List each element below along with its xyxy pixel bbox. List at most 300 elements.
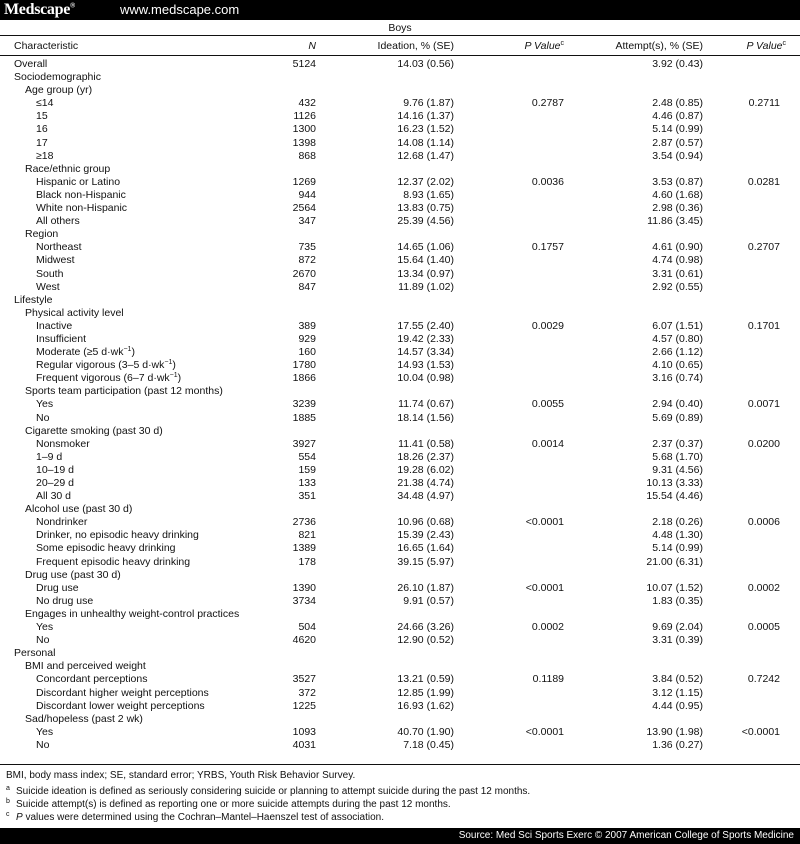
cell-ideation: 13.34 (0.97) [397, 267, 454, 280]
row-label [25, 228, 58, 241]
cell-n: 2564 [292, 202, 316, 215]
cell-attempts: 2.18 (0.26) [652, 516, 703, 529]
cell-attempts: 10.13 (3.33) [646, 477, 703, 489]
row-label [25, 608, 239, 621]
table-row [0, 320, 800, 333]
table-row [0, 726, 800, 739]
table-row [0, 333, 800, 346]
cell-n: 944 [298, 188, 316, 201]
cell-ideation: 17.55 (2.40) [397, 319, 454, 332]
row-label-suffix: ) [131, 346, 135, 359]
cell-n: 735 [298, 241, 316, 254]
row-label-text: No [36, 634, 50, 647]
cell-p-value-ideation: <0.0001 [525, 581, 564, 594]
row-label [14, 294, 53, 307]
row-label [36, 254, 75, 267]
cell-attempts: 9.31 (4.56) [652, 463, 703, 476]
cell-ideation: 15.39 (2.43) [397, 529, 454, 542]
cell-ideation: 21.38 (4.74) [397, 477, 454, 489]
row-label-text: No [36, 411, 50, 424]
row-label-text: Some episodic heavy drinking [36, 542, 176, 555]
row-label-text: Cigarette smoking (past 30 d) [25, 424, 163, 437]
footnote-abbreviations: BMI, body mass index; SE, standard error; YRBS, Youth Risk Behavior Survey. [6, 770, 356, 781]
cell-attempts: 21.00 (6.31) [646, 555, 703, 568]
table-row [0, 58, 800, 71]
cell-ideation: 18.26 (2.37) [397, 450, 454, 463]
table-row [0, 202, 800, 215]
cell-attempts: 3.84 (0.52) [652, 673, 703, 686]
row-label-suffix: ) [172, 359, 176, 372]
row-label [36, 372, 181, 385]
site-url-link[interactable]: www.medscape.com [120, 2, 240, 17]
table-row [0, 608, 800, 621]
footnote-b-text: Suicide attempt(s) is defined as reporting one or more suicide attempts during the past 12 months. [16, 799, 451, 810]
cell-ideation: 15.64 (1.40) [397, 254, 454, 267]
cell-attempts: 5.68 (1.70) [652, 450, 703, 463]
row-label [36, 700, 205, 713]
cell-attempts: 3.31 (0.61) [652, 267, 703, 280]
row-label-text: 10–19 d [36, 463, 74, 476]
cell-p-value-attempts: 0.2707 [747, 241, 780, 254]
table-row [0, 621, 800, 634]
cell-attempts: 4.48 (1.30) [652, 529, 703, 542]
cell-p-value-attempts: 0.1701 [747, 319, 780, 332]
cell-ideation: 16.93 (1.62) [397, 699, 454, 712]
top-banner [0, 0, 800, 20]
row-label [14, 58, 47, 71]
table-row [0, 359, 800, 372]
row-label [25, 84, 92, 97]
table-row [0, 477, 800, 490]
row-label [36, 176, 120, 189]
cell-attempts: 15.54 (4.46) [646, 490, 703, 503]
row-label [25, 163, 110, 176]
cell-ideation: 14.03 (0.56) [397, 58, 454, 70]
row-label [36, 621, 53, 634]
cell-n: 1093 [292, 725, 316, 738]
row-label [36, 556, 190, 569]
row-label-superscript: −1 [164, 359, 173, 367]
table-row [0, 739, 800, 752]
cell-p-value-attempts: 0.0200 [747, 437, 780, 450]
row-label-text: Moderate (≥5 d·wk [36, 346, 124, 359]
cell-n: 847 [298, 280, 316, 293]
col-header-ideation: Ideation, % (SE) [377, 40, 454, 52]
row-label [36, 215, 80, 228]
cell-attempts: 2.94 (0.40) [652, 398, 703, 411]
table-row [0, 163, 800, 176]
row-label [36, 490, 71, 503]
table-row [0, 464, 800, 477]
cell-attempts: 10.07 (1.52) [646, 581, 703, 594]
table-row [0, 582, 800, 595]
cell-attempts: 1.36 (0.27) [652, 738, 703, 751]
top-rule [0, 35, 800, 36]
cell-attempts: 9.69 (2.04) [652, 621, 703, 634]
cell-p-value-ideation: <0.0001 [525, 725, 564, 738]
row-label-text: Concordant perceptions [36, 673, 148, 686]
row-label-text: 15 [36, 110, 48, 123]
cell-attempts: 4.74 (0.98) [652, 254, 703, 267]
cell-n: 3927 [292, 437, 316, 450]
row-label-text: Overall [14, 58, 48, 70]
cell-ideation: 26.10 (1.87) [397, 581, 454, 594]
p-label: P Value [746, 40, 783, 52]
cell-ideation: 12.68 (1.47) [397, 149, 454, 162]
cell-n: 389 [298, 319, 316, 332]
table-row [0, 503, 800, 516]
cell-p-value-ideation: 0.1757 [531, 241, 564, 254]
row-label-text: Sad/hopeless (past 2 wk) [25, 712, 143, 725]
cell-p-value-ideation: 0.0036 [531, 175, 564, 188]
cell-p-value-attempts: 0.0002 [747, 581, 780, 594]
cell-ideation: 14.93 (1.53) [397, 359, 454, 372]
row-label-text: Drug use [36, 581, 79, 594]
row-label-text: Yes [36, 621, 54, 634]
table-row [0, 569, 800, 582]
logo-registered-mark: ® [70, 1, 75, 10]
row-label-text: ≤14 [36, 97, 54, 110]
cell-p-value-ideation: 0.0055 [531, 398, 564, 411]
table-row [0, 647, 800, 660]
row-label-text: Frequent episodic heavy drinking [36, 555, 191, 568]
table-row [0, 700, 800, 713]
footnote-c-italic: P [16, 812, 23, 823]
row-label [36, 359, 176, 372]
cell-n: 372 [298, 686, 316, 699]
table-row [0, 254, 800, 267]
bottom-rule [0, 764, 800, 765]
cell-n: 347 [298, 215, 316, 228]
row-label [36, 137, 48, 150]
cell-ideation: 11.41 (0.58) [398, 437, 454, 450]
cell-attempts: 2.87 (0.57) [652, 136, 703, 149]
row-label-text: Northeast [36, 241, 82, 254]
row-label-text: Sociodemographic [14, 71, 101, 84]
row-label-text: Midwest [36, 254, 75, 267]
col-header-p-value-ideation [525, 40, 565, 52]
cell-attempts: 2.37 (0.37) [652, 437, 703, 450]
row-label [36, 464, 74, 477]
row-label-text: South [36, 267, 64, 280]
col-header-characteristic: Characteristic [14, 40, 79, 52]
cell-ideation: 19.28 (6.02) [397, 463, 454, 476]
cell-ideation: 7.18 (0.45) [403, 738, 454, 751]
table-row [0, 516, 800, 529]
cell-p-value-ideation: 0.0029 [531, 319, 564, 332]
footnote-a-text: Suicide ideation is defined as seriously considering suicide or planning to attempt suicide during the past 12 months. [16, 786, 531, 797]
cell-attempts: 5.14 (0.99) [652, 123, 703, 136]
cell-ideation: 39.15 (5.97) [397, 555, 454, 568]
row-label [25, 713, 143, 726]
row-label-text: Yes [36, 725, 54, 738]
table-title: Boys [388, 22, 412, 34]
cell-p-value-attempts: 0.0071 [747, 398, 780, 411]
cell-n: 1866 [292, 372, 316, 385]
cell-p-value-attempts: 0.0281 [747, 175, 780, 188]
cell-attempts: 2.66 (1.12) [652, 346, 703, 359]
table-row [0, 110, 800, 123]
cell-n: 868 [298, 149, 316, 162]
row-label-text: Hispanic or Latino [36, 175, 121, 188]
table-row [0, 97, 800, 110]
table-row [0, 713, 800, 726]
cell-n: 133 [298, 477, 316, 489]
cell-ideation: 14.08 (1.14) [397, 136, 454, 149]
row-label [14, 71, 101, 84]
footnote-c-text: values were determined using the Cochran–Mantel–Haenszel test of association. [25, 812, 384, 823]
table-row [0, 189, 800, 202]
row-label-text: Regular vigorous (3–5 d·wk [36, 359, 165, 372]
row-label [25, 660, 146, 673]
row-label-suffix: ) [177, 372, 182, 385]
cell-n: 1398 [292, 136, 316, 149]
logo-text: Medscape [4, 1, 71, 18]
cell-n: 159 [298, 463, 316, 476]
row-label [36, 542, 176, 555]
cell-attempts: 3.54 (0.94) [652, 149, 703, 162]
cell-ideation: 12.37 (2.02) [397, 175, 454, 188]
row-label-text: Race/ethnic group [25, 162, 111, 175]
cell-n: 1780 [292, 359, 316, 372]
cell-n: 1225 [292, 699, 316, 712]
cell-attempts: 4.10 (0.65) [652, 359, 703, 372]
row-label [36, 673, 148, 686]
table-row [0, 241, 800, 254]
cell-attempts: 5.14 (0.99) [652, 542, 703, 555]
table-row [0, 268, 800, 281]
row-label [36, 333, 86, 346]
cell-ideation: 10.96 (0.68) [397, 516, 454, 529]
row-label [14, 647, 55, 660]
cell-attempts: 2.48 (0.85) [652, 97, 703, 110]
row-label-text: White non-Hispanic [36, 202, 128, 215]
cell-n: 1300 [292, 123, 316, 136]
cell-n: 432 [298, 97, 316, 110]
cell-ideation: 11.89 (1.02) [398, 280, 454, 293]
table-row [0, 215, 800, 228]
footnote-c-symbol: c [6, 811, 10, 818]
row-label [36, 438, 90, 451]
cell-n: 1269 [292, 175, 316, 188]
table-row [0, 150, 800, 163]
cell-n: 3239 [292, 398, 316, 411]
row-label-text: Sports team participation (past 12 months) [25, 385, 223, 398]
row-label [36, 202, 127, 215]
row-label-text: 17 [36, 136, 48, 149]
col-header-attempts: Attempt(s), % (SE) [615, 40, 703, 52]
footnote-c-marker: c [560, 40, 564, 47]
cell-p-value-ideation: 0.1189 [532, 673, 564, 686]
row-label [36, 281, 60, 294]
table-row [0, 412, 800, 425]
col-header-n: N [308, 40, 316, 52]
cell-n: 1389 [292, 542, 316, 555]
footnote-c [6, 808, 796, 824]
cell-ideation: 19.42 (2.33) [397, 332, 454, 345]
cell-n: 872 [298, 254, 316, 267]
cell-attempts: 13.90 (1.98) [646, 725, 703, 738]
source-banner [0, 828, 800, 844]
row-label-text: All others [36, 215, 80, 228]
row-label-text: Alcohol use (past 30 d) [25, 503, 133, 516]
row-label-text: Nonsmoker [36, 437, 90, 450]
row-label-text: Inactive [36, 319, 73, 332]
cell-n: 554 [298, 450, 316, 463]
table-row [0, 281, 800, 294]
row-label [25, 385, 223, 398]
cell-attempts: 4.46 (0.87) [652, 110, 703, 123]
row-label [36, 726, 53, 739]
cell-p-value-attempts: <0.0001 [741, 725, 780, 738]
cell-ideation: 11.74 (0.67) [398, 398, 454, 411]
cell-ideation: 12.85 (1.99) [397, 686, 454, 699]
cell-ideation: 14.57 (3.34) [397, 346, 454, 359]
row-label [36, 268, 63, 281]
cell-n: 2736 [292, 516, 316, 529]
row-label-text: Lifestyle [14, 293, 53, 306]
footnote-b-symbol: b [6, 798, 10, 805]
table-row [0, 556, 800, 569]
table-row [0, 595, 800, 608]
row-label-text: 16 [36, 123, 48, 136]
cell-n: 3734 [292, 594, 316, 607]
cell-p-value-ideation: <0.0001 [525, 516, 564, 529]
row-label [36, 451, 62, 464]
table-row [0, 529, 800, 542]
row-label-text: Age group (yr) [25, 84, 93, 97]
cell-ideation: 25.39 (4.56) [397, 215, 454, 228]
table-row [0, 451, 800, 464]
cell-n: 2670 [292, 267, 316, 280]
cell-ideation: 14.65 (1.06) [397, 241, 454, 254]
cell-attempts: 3.53 (0.87) [652, 175, 703, 188]
table-header-row [0, 39, 800, 53]
cell-n: 160 [298, 346, 316, 359]
cell-attempts: 2.92 (0.55) [652, 280, 703, 293]
row-label-text: Insufficient [36, 332, 87, 345]
cell-ideation: 34.48 (4.97) [397, 490, 454, 503]
table-row [0, 137, 800, 150]
cell-attempts: 4.57 (0.80) [652, 332, 703, 345]
medscape-logo[interactable] [4, 1, 75, 19]
table-row [0, 398, 800, 411]
row-label [36, 412, 49, 425]
table-row [0, 228, 800, 241]
row-label [36, 398, 53, 411]
cell-attempts: 4.61 (0.90) [652, 241, 703, 254]
cell-ideation: 24.66 (3.26) [397, 621, 454, 634]
row-label [36, 634, 49, 647]
row-label-text: Black non-Hispanic [36, 188, 126, 201]
table-row [0, 634, 800, 647]
row-label [36, 150, 53, 163]
row-label-text: Discordant lower weight perceptions [36, 699, 205, 712]
row-label-text: Drinker, no episodic heavy drinking [36, 529, 199, 542]
cell-ideation: 9.76 (1.87) [403, 97, 454, 110]
cell-n: 351 [298, 490, 316, 503]
cell-n: 1126 [293, 110, 316, 123]
cell-attempts: 4.60 (1.68) [652, 188, 703, 201]
row-label-text: Drug use (past 30 d) [25, 568, 121, 581]
row-label-text: 1–9 d [36, 450, 63, 463]
col-header-p-value-attempts [747, 40, 787, 52]
row-label-text: West [36, 280, 60, 293]
cell-ideation: 16.23 (1.52) [397, 123, 454, 136]
cell-attempts: 6.07 (1.51) [652, 319, 703, 332]
cell-n: 3527 [292, 673, 316, 686]
table-row [0, 294, 800, 307]
cell-attempts: 11.86 (3.45) [647, 215, 703, 228]
cell-p-value-ideation: 0.0002 [531, 621, 564, 634]
cell-ideation: 12.90 (0.52) [397, 634, 454, 647]
row-label-text: Discordant higher weight perceptions [36, 686, 209, 699]
row-label-text: Physical activity level [25, 306, 124, 319]
table-row [0, 176, 800, 189]
table-row [0, 542, 800, 555]
row-label [25, 307, 124, 320]
row-label [36, 241, 82, 254]
table-row [0, 438, 800, 451]
table-row [0, 123, 800, 136]
row-label-text: Nondrinker [36, 516, 88, 529]
cell-n: 504 [298, 621, 316, 634]
cell-p-value-attempts: 0.0006 [747, 516, 780, 529]
table-row [0, 425, 800, 438]
row-label [36, 687, 209, 700]
cell-n: 821 [298, 529, 316, 542]
row-label [25, 425, 163, 438]
table-row [0, 372, 800, 385]
cell-attempts: 3.31 (0.39) [652, 634, 703, 647]
table-row [0, 307, 800, 320]
table-row [0, 660, 800, 673]
row-label-text: No drug use [36, 594, 94, 607]
cell-n: 178 [298, 555, 316, 568]
cell-ideation: 40.70 (1.90) [397, 725, 454, 738]
row-label-text: Region [25, 228, 59, 241]
cell-attempts: 4.44 (0.95) [652, 699, 703, 712]
table-row [0, 84, 800, 97]
row-label-text: Frequent vigorous (6–7 d·wk [36, 372, 170, 385]
cell-ideation: 18.14 (1.56) [397, 411, 454, 424]
table-row [0, 673, 800, 686]
row-label [36, 189, 126, 202]
footnote-a-symbol: a [6, 785, 10, 792]
row-label-text: ≥18 [36, 149, 54, 162]
cell-attempts: 1.83 (0.35) [652, 594, 703, 607]
row-label-text: 20–29 d [36, 477, 74, 489]
table-row [0, 71, 800, 84]
cell-attempts: 2.98 (0.36) [652, 202, 703, 215]
cell-attempts: 3.12 (1.15) [652, 686, 703, 699]
table-row [0, 687, 800, 700]
p-label: P Value [524, 40, 561, 52]
footnote-c-marker: c [782, 40, 786, 47]
cell-attempts: 5.69 (0.89) [652, 411, 703, 424]
cell-p-value-attempts: 0.7242 [747, 673, 780, 686]
table-row [0, 346, 800, 359]
cell-p-value-ideation: 0.0014 [531, 437, 564, 450]
row-label [36, 582, 79, 595]
cell-n: 1390 [292, 581, 316, 594]
cell-ideation: 14.16 (1.37) [397, 110, 454, 123]
row-label [36, 97, 53, 110]
row-label [36, 123, 48, 136]
source-credit: Source: Med Sci Sports Exerc © 2007 American College of Sports Medicine [458, 830, 794, 841]
cell-n: 1885 [292, 411, 316, 424]
cell-n: 5124 [292, 58, 316, 70]
